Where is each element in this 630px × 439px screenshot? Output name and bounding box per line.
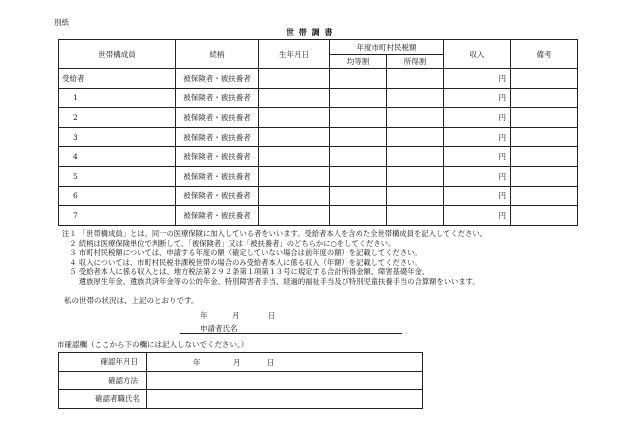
header-relation: 続柄 — [176, 40, 259, 69]
relation-cell[interactable]: 被保険者・被扶養者 — [176, 88, 259, 108]
tax-per-capita-cell[interactable] — [330, 186, 387, 206]
date-day: 日 — [268, 311, 276, 320]
page-title: 世 帯 調 書 — [286, 27, 334, 37]
income-cell[interactable]: 円 — [444, 69, 511, 89]
birthdate-cell[interactable] — [259, 186, 330, 206]
note-line: ３ 市町村民税額については、申請する年度の額（確定していない場合は前年度の額）を記載してください。 — [62, 248, 422, 258]
birthdate-cell[interactable] — [259, 206, 330, 226]
note-line: 注１ 「世帯構成員」とは、同一の医療保険に加入している者をいいます。受給者本人を含めた全世帯構成員を記入してください。 — [62, 229, 487, 238]
income-cell[interactable]: 円 — [444, 186, 511, 206]
date-year: 年 — [200, 311, 208, 320]
header-income: 収入 — [444, 40, 511, 69]
remarks-cell[interactable] — [511, 147, 578, 167]
date-month: 月 — [232, 311, 240, 320]
city-section-title: 市確認欄（ここから下の欄には記入しないでください。） — [57, 340, 249, 349]
birthdate-cell[interactable] — [259, 88, 330, 108]
tax-per-capita-cell[interactable] — [330, 147, 387, 167]
applicant-label: 申請者氏名 — [200, 324, 238, 333]
row-label: 4 — [59, 147, 176, 167]
corner-label: 別紙 — [54, 18, 69, 27]
confirm-method-cell[interactable] — [147, 371, 423, 390]
table-row — [59, 166, 578, 186]
remarks-cell[interactable] — [511, 166, 578, 186]
income-cell[interactable]: 円 — [444, 88, 511, 108]
income-cell[interactable]: 円 — [444, 108, 511, 128]
table-row — [59, 147, 578, 167]
tax-per-capita-cell[interactable] — [330, 166, 387, 186]
household-table — [58, 39, 578, 226]
note-line: ４ 収入については、市町村民税非課税世帯の場合のみ受給者本人に係る収入（年額）を記載してください。 — [62, 257, 422, 267]
relation-cell[interactable]: 被保険者・被扶養者 — [176, 166, 259, 186]
confirm-year: 年 — [193, 358, 201, 367]
tax-per-capita-cell[interactable] — [330, 108, 387, 128]
relation-cell[interactable]: 被保険者・被扶養者 — [176, 127, 259, 147]
tax-income-cell[interactable] — [387, 127, 444, 147]
city-confirm-table — [58, 352, 423, 409]
birthdate-cell[interactable] — [259, 166, 330, 186]
tax-income-cell[interactable] — [387, 69, 444, 89]
table-row — [59, 88, 578, 108]
birthdate-cell[interactable] — [259, 69, 330, 89]
income-cell[interactable]: 円 — [444, 206, 511, 226]
relation-cell[interactable]: 被保険者・被扶養者 — [176, 186, 259, 206]
income-cell[interactable]: 円 — [444, 166, 511, 186]
header-tax-group: 年度市町村民税額 — [330, 40, 444, 55]
birthdate-cell[interactable] — [259, 108, 330, 128]
notes-block — [62, 229, 487, 287]
relation-cell[interactable]: 被保険者・被扶養者 — [176, 108, 259, 128]
relation-cell[interactable]: 被保険者・被扶養者 — [176, 69, 259, 89]
tax-per-capita-cell[interactable] — [330, 206, 387, 226]
row-label: 6 — [59, 186, 176, 206]
income-cell[interactable]: 円 — [444, 147, 511, 167]
confirm-row — [59, 371, 423, 390]
confirm-staff-label: 確認者職氏名 — [59, 390, 147, 409]
table-row — [59, 206, 578, 226]
tax-per-capita-cell[interactable] — [330, 69, 387, 89]
tax-per-capita-cell[interactable] — [330, 127, 387, 147]
confirm-row — [59, 353, 423, 372]
relation-cell[interactable]: 被保険者・被扶養者 — [176, 206, 259, 226]
tax-income-cell[interactable] — [387, 166, 444, 186]
confirm-date-cell[interactable] — [147, 353, 423, 372]
remarks-cell[interactable] — [511, 69, 578, 89]
header-remarks: 備考 — [511, 40, 578, 69]
note-line: 遺族厚生年金、遺族共済年金等の公的年金、特別障害者手当、経過的福祉手当及び特別児童扶養手当の合算額をいいます。 — [62, 276, 480, 286]
row-label: 7 — [59, 206, 176, 226]
applicant-signature-line[interactable] — [180, 333, 402, 334]
table-row — [59, 69, 578, 89]
header-birthdate: 生年月日 — [259, 40, 330, 69]
table-row — [59, 186, 578, 206]
tax-income-cell[interactable] — [387, 186, 444, 206]
header-member: 世帯構成員 — [59, 40, 176, 69]
remarks-cell[interactable] — [511, 206, 578, 226]
table-row — [59, 108, 578, 128]
note-line: ５ 受給者本人に係る収入とは、地方税法第２９２条第１項第１３号に規定する合計所得金額、障害基礎年金、 — [62, 267, 430, 277]
confirm-month: 月 — [233, 358, 241, 367]
header-tax-per-capita: 均等割 — [330, 55, 387, 69]
income-cell[interactable]: 円 — [444, 127, 511, 147]
header-tax-income: 所得割 — [387, 55, 444, 69]
remarks-cell[interactable] — [511, 108, 578, 128]
confirm-date-label: 確認年月日 — [59, 353, 147, 372]
birthdate-cell[interactable] — [259, 147, 330, 167]
row-label-recipient: 受給者 — [59, 69, 176, 89]
remarks-cell[interactable] — [511, 88, 578, 108]
note-line: ２ 続柄は医療保険単位で判断して、「被保険者」又は「被扶養者」のどちらかに○をしてください。 — [62, 238, 396, 248]
tax-income-cell[interactable] — [387, 206, 444, 226]
relation-cell[interactable]: 被保険者・被扶養者 — [176, 147, 259, 167]
confirm-method-label: 確認方法 — [59, 371, 147, 390]
row-label: 3 — [59, 127, 176, 147]
tax-income-cell[interactable] — [387, 88, 444, 108]
row-label: 5 — [59, 166, 176, 186]
remarks-cell[interactable] — [511, 127, 578, 147]
statement: 私の世帯の状況は、上記のとおりです。 — [64, 296, 199, 305]
confirm-row — [59, 390, 423, 409]
birthdate-cell[interactable] — [259, 127, 330, 147]
tax-per-capita-cell[interactable] — [330, 88, 387, 108]
confirm-staff-cell[interactable] — [147, 390, 423, 409]
table-row — [59, 127, 578, 147]
tax-income-cell[interactable] — [387, 108, 444, 128]
row-label: 2 — [59, 108, 176, 128]
row-label: 1 — [59, 88, 176, 108]
tax-income-cell[interactable] — [387, 147, 444, 167]
remarks-cell[interactable] — [511, 186, 578, 206]
confirm-day: 日 — [267, 358, 275, 367]
